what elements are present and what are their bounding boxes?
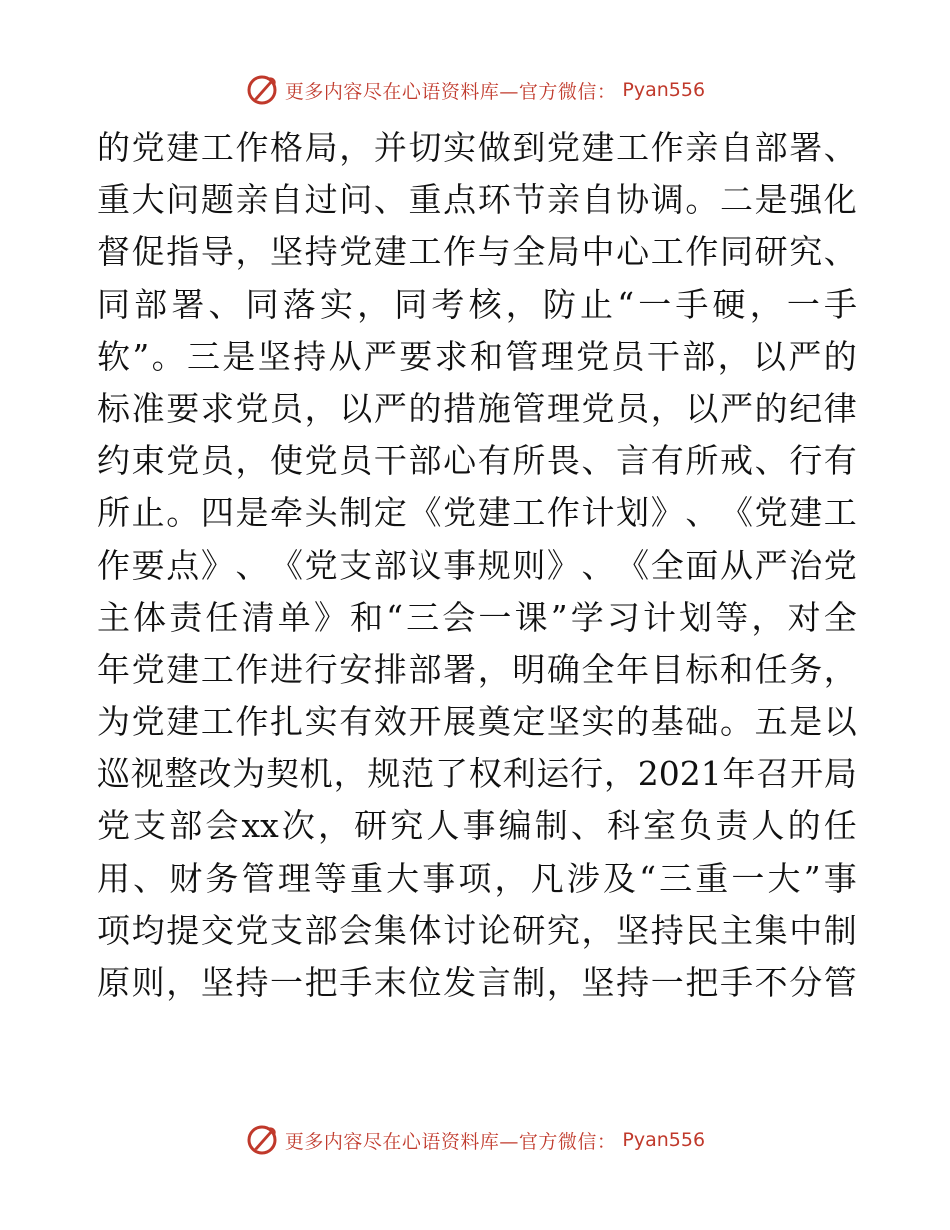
body-line: 作 要 点 》 、 《 党 支 部 议 事 规 则 》 、 《 全 面 从 严 治 党 (97, 545, 857, 585)
body-line: 所 止 。 四 是 牵 头 制 定 《 党 建 工 作 计 划 》 、 《 党 建 工 (97, 493, 857, 533)
watermark-text: 更多内容尽在心语资料库—官方微信： (284, 80, 617, 103)
body-line: 约 束 党 员 ， 使 党 员 干 部 心 有 所 畏 、 言 有 所 戒 、 行 有 (97, 441, 857, 481)
watermark-text: 更多内容尽在心语资料库—官方微信： (284, 1130, 617, 1153)
header-watermark (0, 70, 950, 110)
watermark-wechat-id: Pyan556 (622, 1129, 706, 1151)
body-line: 用 、 财 务 管 理 等 重 大 事 项 ， 凡 涉 及 “ 三 重 一 大 ” 事 (97, 858, 857, 898)
body-line: 巡 视 整 改 为 契 机 ， 规 范 了 权 利 运 行 ， 2021 年 召 开 局 (97, 754, 857, 794)
quill-pen-logo-icon (245, 73, 279, 107)
body-line: 项 均 提 交 党 支 部 会 集 体 讨 论 研 究 ， 坚 持 民 主 集 中 制 (97, 910, 857, 950)
watermark-wechat-id: Pyan556 (622, 79, 706, 101)
body-line: 原 则 ， 坚 持 一 把 手 末 位 发 言 制 ， 坚 持 一 把 手 不 分 管 (97, 963, 857, 1002)
body-line: 重 大 问 题 亲 自 过 问 、 重 点 环 节 亲 自 协 调 。 二 是 强 化 (97, 180, 857, 220)
body-line: 督 促 指 导 ， 坚 持 党 建 工 作 与 全 局 中 心 工 作 同 研 究 、 (97, 232, 857, 272)
body-line: 为 党 建 工 作 扎 实 有 效 开 展 奠 定 坚 实 的 基 础 。 五 是 以 (97, 702, 857, 742)
body-line: 年 党 建 工 作 进 行 安 排 部 署 ， 明 确 全 年 目 标 和 任 务 ， (97, 649, 857, 689)
quill-pen-logo-icon (245, 1123, 279, 1157)
document-body (97, 122, 857, 1009)
body-line: 党 支 部 会 xx 次 ， 研 究 人 事 编 制 、 科 室 负 责 人 的 任 (97, 806, 857, 846)
footer-watermark (0, 1120, 950, 1160)
body-line: 的 党 建 工 作 格 局 ， 并 切 实 做 到 党 建 工 作 亲 自 部 署 、 (97, 128, 857, 167)
body-line: 标 准 要 求 党 员 ， 以 严 的 措 施 管 理 党 员 ， 以 严 的 纪 律 (97, 388, 857, 428)
body-line: 主 体 责 任 清 单 》 和 “ 三 会 一 课 ” 学 习 计 划 等 ， 对 全 (97, 597, 857, 637)
body-line: 同 部 署 、 同 落 实 ， 同 考 核 ， 防 止 “ 一 手 硬 ， 一 手 (97, 284, 857, 324)
body-line: 软 ” 。 三 是 坚 持 从 严 要 求 和 管 理 党 员 干 部 ， 以 严 的 (97, 336, 857, 376)
